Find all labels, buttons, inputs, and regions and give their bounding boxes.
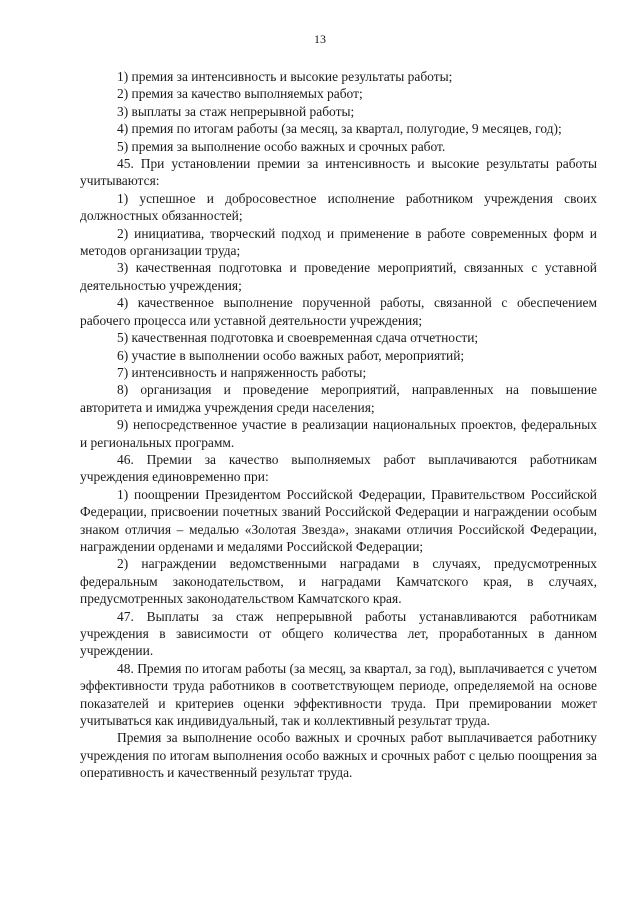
paragraph: 6) участие в выполнении особо важных работ, мероприятий; bbox=[117, 347, 465, 363]
section-paragraph: 47. Выплаты за стаж непрерывной работы устанавливаются работникам учреждения в зависимости от общего количества лет, проработанных в данном учреждении. bbox=[80, 608, 597, 659]
paragraph: 3) качественная подготовка и проведение мероприятий, связанных с уставной деятельностью учреждения; bbox=[80, 260, 597, 293]
document-body bbox=[80, 68, 597, 782]
paragraph: 4) премия по итогам работы (за месяц, за квартал, полугодие, 9 месяцев, год); bbox=[117, 121, 562, 137]
paragraph: 9) непосредственное участие в реализации национальных проектов, федеральных и региональных программ. bbox=[80, 417, 597, 450]
paragraph: 2) награждении ведомственными наградами в случаях, предусмотренных федеральным законодательством, и наградами Камчатского края, в случаях, предусмотренных законодательством Камчатского края. bbox=[80, 556, 597, 607]
paragraph: Премия за выполнение особо важных и срочных работ выплачивается работнику учреждения по итогам выполнения особо важных и срочных работ с целью поощрения за оперативность и качественный результат труда. bbox=[80, 730, 597, 781]
paragraph: 1) поощрении Президентом Российской Федерации, Правительством Российской Федерации, присвоении почетных званий Российской Федерации и награждении особым знаком отличия – медалью «Золотая Звезда», знаками отличия Российской Федерации, награждении орденами и медалями Российской Федерации; bbox=[80, 486, 597, 554]
paragraph: 2) премия за качество выполняемых работ; bbox=[117, 86, 363, 102]
page-number: 13 bbox=[314, 32, 326, 46]
paragraph: 5) премия за выполнение особо важных и срочных работ. bbox=[117, 138, 446, 154]
paragraph: 4) качественное выполнение порученной работы, связанной с обеспечением рабочего процесса или уставной деятельности учреждения; bbox=[80, 295, 597, 328]
section-paragraph: 46. Премии за качество выполняемых работ выплачиваются работникам учреждения единовременно при: bbox=[80, 451, 597, 485]
paragraph: 8) организация и проведение мероприятий, направленных на повышение авторитета и имиджа учреждения среди населения; bbox=[80, 382, 597, 415]
paragraph: 5) качественная подготовка и своевременная сдача отчетности; bbox=[117, 330, 479, 346]
paragraph: 3) выплаты за стаж непрерывной работы; bbox=[117, 103, 355, 119]
section-paragraph: 48. Премия по итогам работы (за месяц, за квартал, за год), выплачивается с учетом эффективности труда работников в соответствующем периоде, определяемой на основе показателей и критериев оценки эффективности труда. При премировании может учитываться как индивидуальный, так и коллективный результат труда. bbox=[80, 660, 597, 729]
paragraph: 7) интенсивность и напряженность работы; bbox=[117, 364, 367, 380]
section-paragraph: 45. При установлении премии за интенсивность и высокие результаты работы учитываются: bbox=[80, 156, 597, 189]
paragraph: 2) инициатива, творческий подход и применение в работе современных форм и методов организации труда; bbox=[80, 225, 597, 259]
paragraph: 1) успешное и добросовестное исполнение работником учреждения своих должностных обязанностей; bbox=[80, 190, 597, 224]
paragraph: 1) премия за интенсивность и высокие результаты работы; bbox=[117, 69, 453, 84]
